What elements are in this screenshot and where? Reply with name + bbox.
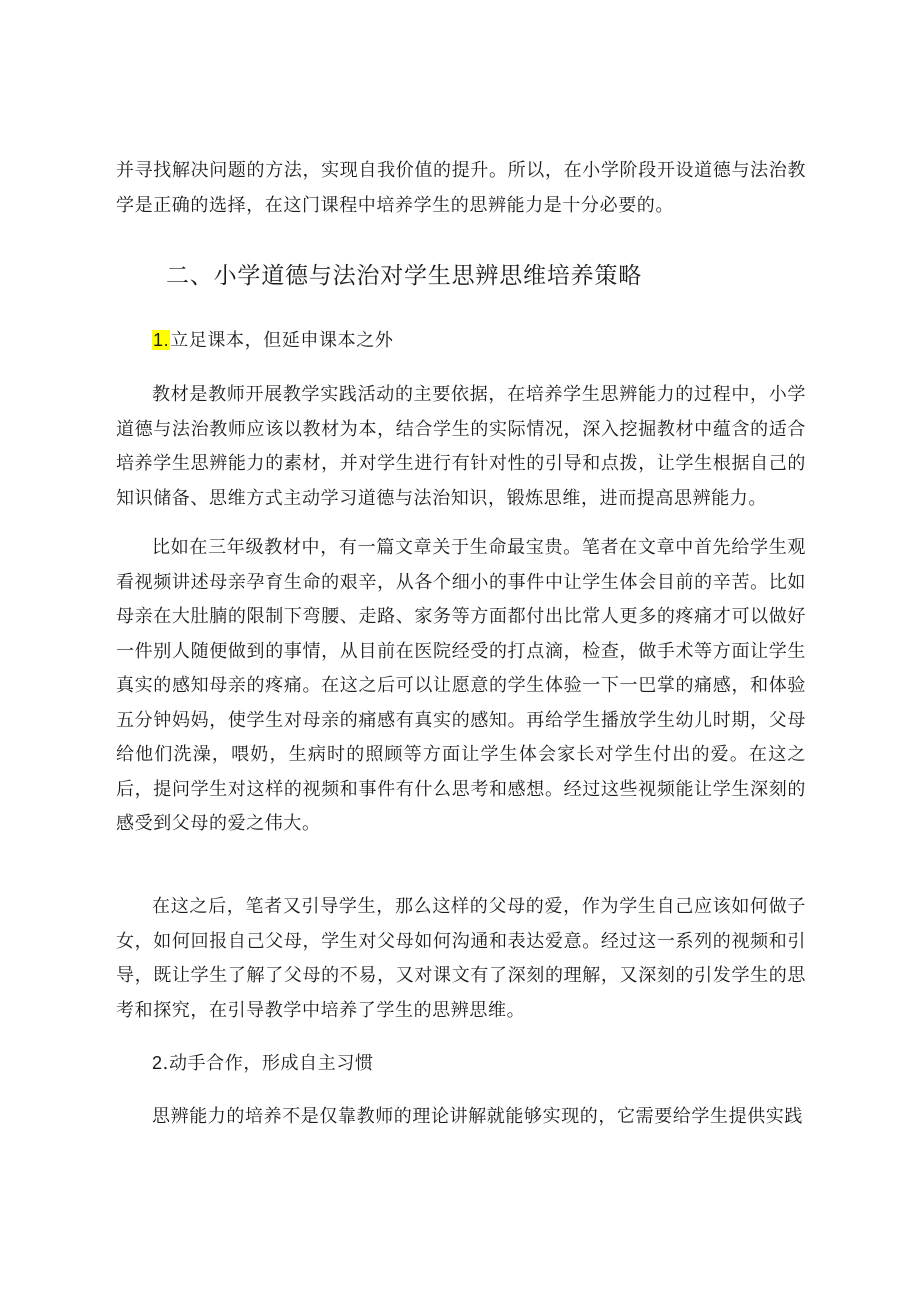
section-heading: 二、小学道德与法治对学生思辨思维培养策略 bbox=[166, 263, 642, 289]
subheading-1-title: 立足课本，但延申课本之外 bbox=[170, 330, 394, 351]
intro-paragraph: 并寻找解决问题的方法，实现自我价值的提升。所以，在小学阶段开设道德与法治教学是正确的选择，在这门课程中培养学生的思辨能力是十分必要的。 bbox=[116, 160, 806, 216]
paragraph-guidance: 在这之后，笔者又引导学生，那么这样的父母的爱，作为学生自己应该如何做子女，如何回报自己父母，学生对父母如何沟通和表达爱意。经过这一系列的视频和引导，既让学生了解了父母的不易，又对课文有了深刻的理解，又深刻的引发学生的思考和探究，在引导教学中培养了学生的思辨思维。 bbox=[116, 896, 806, 1021]
subheading-2-number: 2 bbox=[152, 1053, 163, 1073]
subheading-2-title: .动手合作，形成自主习惯 bbox=[162, 1053, 374, 1074]
highlighted-number: 1. bbox=[153, 330, 170, 350]
paragraph-practice: 思辨能力的培养不是仅靠教师的理论讲解就能够实现的，它需要给学生提供实践 bbox=[152, 1106, 803, 1127]
subheading-1 bbox=[152, 325, 393, 356]
paragraph-textbook: 教材是教师开展教学实践活动的主要依据，在培养学生思辨能力的过程中，小学道德与法治教师应该以教材为本，结合学生的实际情况，深入挖掘教材中蕴含的适合培养学生思辨能力的素材，并对学生进行有针对性的引导和点拨，让学生根据自己的知识储备、思维方式主动学习道德与法治知识，锻炼思维，进而提高思辨能力。 bbox=[116, 384, 806, 509]
subheading-2 bbox=[152, 1048, 374, 1079]
paragraph-example: 比如在三年级教材中，有一篇文章关于生命最宝贵。笔者在文章中首先给学生观看视频讲述母亲孕育生命的艰辛，从各个细小的事件中让学生体会目前的辛苦。比如母亲在大肚腩的限制下弯腰、走路、家务等方面都付出比常人更多的疼痛才可以做好一件别人随便做到的事情，从目前在医院经受的打点滴，检查，做手术等方面让学生真实的感知母亲的疼痛。在这之后可以让愿意的学生体验一下一巴掌的痛感，和体验五分钟妈妈，使学生对母亲的痛感有真实的感知。再给学生播放学生幼儿时期，父母给他们洗澡，喂奶，生病时的照顾等方面让学生体会家长对学生付出的爱。在这之后，提问学生对这样的视频和事件有什么思考和感想。经过这些视频能让学生深刻的感受到父母的爱之伟大。 bbox=[116, 537, 806, 834]
